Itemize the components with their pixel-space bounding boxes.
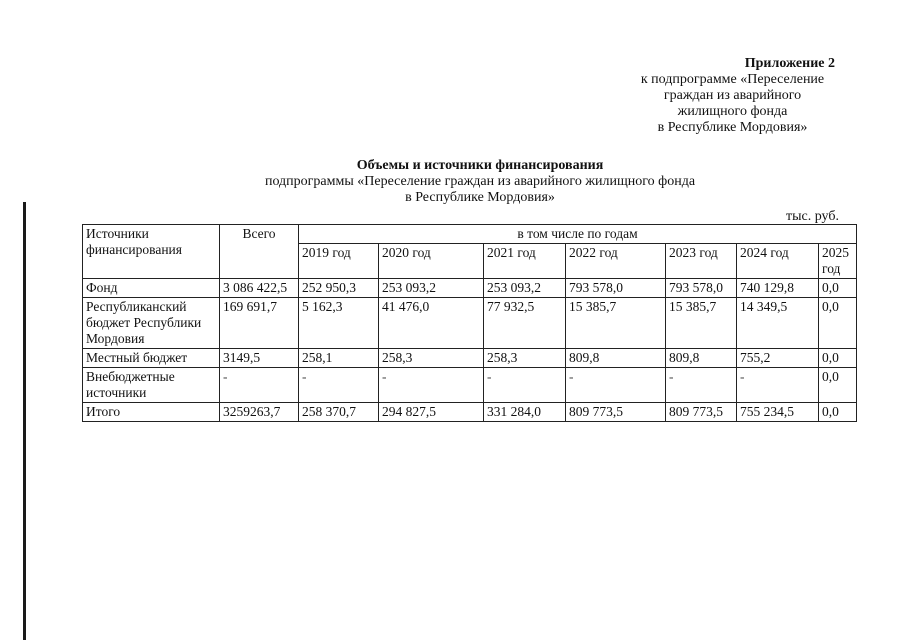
row-value: 5 162,3 bbox=[299, 298, 379, 349]
row-value: 755 234,5 bbox=[737, 403, 819, 422]
appendix-line: в Республике Мордовия» bbox=[657, 120, 808, 135]
row-value: 0,0 bbox=[819, 298, 857, 349]
row-value: 15 385,7 bbox=[566, 298, 666, 349]
row-value: - bbox=[666, 368, 737, 403]
row-source-name: Республиканский бюджет Республики Мордовия bbox=[83, 298, 220, 349]
table-row bbox=[83, 298, 857, 349]
header-by-years: в том числе по годам bbox=[299, 225, 857, 244]
header-year: 2021 год bbox=[484, 244, 566, 279]
row-total: 3 086 422,5 bbox=[220, 279, 299, 298]
row-total: 3149,5 bbox=[220, 349, 299, 368]
header-year: 2024 год bbox=[737, 244, 819, 279]
row-total: 169 691,7 bbox=[220, 298, 299, 349]
row-value: 41 476,0 bbox=[379, 298, 484, 349]
table-header-row bbox=[83, 225, 857, 244]
heading-title: Объемы и источники финансирования bbox=[356, 158, 604, 173]
header-year: 2020 год bbox=[379, 244, 484, 279]
header-year: 2022 год bbox=[566, 244, 666, 279]
row-value: 258,1 bbox=[299, 349, 379, 368]
row-value: 0,0 bbox=[819, 279, 857, 298]
row-value: 809,8 bbox=[566, 349, 666, 368]
row-value: 740 129,8 bbox=[737, 279, 819, 298]
table-row bbox=[83, 279, 857, 298]
row-value: 252 950,3 bbox=[299, 279, 379, 298]
row-value: 258,3 bbox=[379, 349, 484, 368]
document-heading bbox=[210, 158, 750, 206]
row-value: - bbox=[737, 368, 819, 403]
row-source-name: Внебюджетные источники bbox=[83, 368, 220, 403]
heading-subtitle: подпрограммы «Переселение граждан из аварийного жилищного фонда bbox=[264, 174, 696, 189]
row-value: 793 578,0 bbox=[566, 279, 666, 298]
row-total: 3259263,7 bbox=[220, 403, 299, 422]
row-value: 258,3 bbox=[484, 349, 566, 368]
row-value: 331 284,0 bbox=[484, 403, 566, 422]
row-value: 809 773,5 bbox=[566, 403, 666, 422]
row-value: - bbox=[484, 368, 566, 403]
row-value: 14 349,5 bbox=[737, 298, 819, 349]
row-value: - bbox=[566, 368, 666, 403]
row-value: 258 370,7 bbox=[299, 403, 379, 422]
appendix-title: Приложение 2 bbox=[744, 56, 835, 71]
row-value: 294 827,5 bbox=[379, 403, 484, 422]
header-year: 2019 год bbox=[299, 244, 379, 279]
appendix-line: граждан из аварийного bbox=[663, 88, 802, 103]
row-value: 0,0 bbox=[819, 349, 857, 368]
page-edge-bar bbox=[23, 202, 26, 640]
row-value: 253 093,2 bbox=[484, 279, 566, 298]
row-source-name: Местный бюджет bbox=[83, 349, 220, 368]
header-year: 2023 год bbox=[666, 244, 737, 279]
row-value: 809 773,5 bbox=[666, 403, 737, 422]
row-source-name: Итого bbox=[83, 403, 220, 422]
row-value: 755,2 bbox=[737, 349, 819, 368]
row-value: 0,0 bbox=[819, 403, 857, 422]
header-sources: Источники финансирования bbox=[83, 225, 220, 279]
row-source-name: Фонд bbox=[83, 279, 220, 298]
row-value: 809,8 bbox=[666, 349, 737, 368]
table-row-total bbox=[83, 403, 857, 422]
row-value: 77 932,5 bbox=[484, 298, 566, 349]
appendix-line: к подпрограмме «Переселение bbox=[640, 72, 825, 87]
appendix-block bbox=[600, 56, 865, 136]
heading-subtitle: в Республике Мордовия» bbox=[405, 190, 555, 205]
table-row bbox=[83, 349, 857, 368]
row-value: 793 578,0 bbox=[666, 279, 737, 298]
row-total: - bbox=[220, 368, 299, 403]
header-year: 2025 год bbox=[819, 244, 857, 279]
row-value: 0,0 bbox=[819, 368, 857, 403]
table-row bbox=[83, 368, 857, 403]
row-value: 15 385,7 bbox=[666, 298, 737, 349]
row-value: - bbox=[379, 368, 484, 403]
header-total: Всего bbox=[220, 225, 299, 279]
row-value: - bbox=[299, 368, 379, 403]
financing-table bbox=[82, 224, 857, 422]
appendix-line: жилищного фонда bbox=[677, 104, 788, 119]
row-value: 253 093,2 bbox=[379, 279, 484, 298]
units-label: тыс. руб. bbox=[786, 209, 839, 224]
